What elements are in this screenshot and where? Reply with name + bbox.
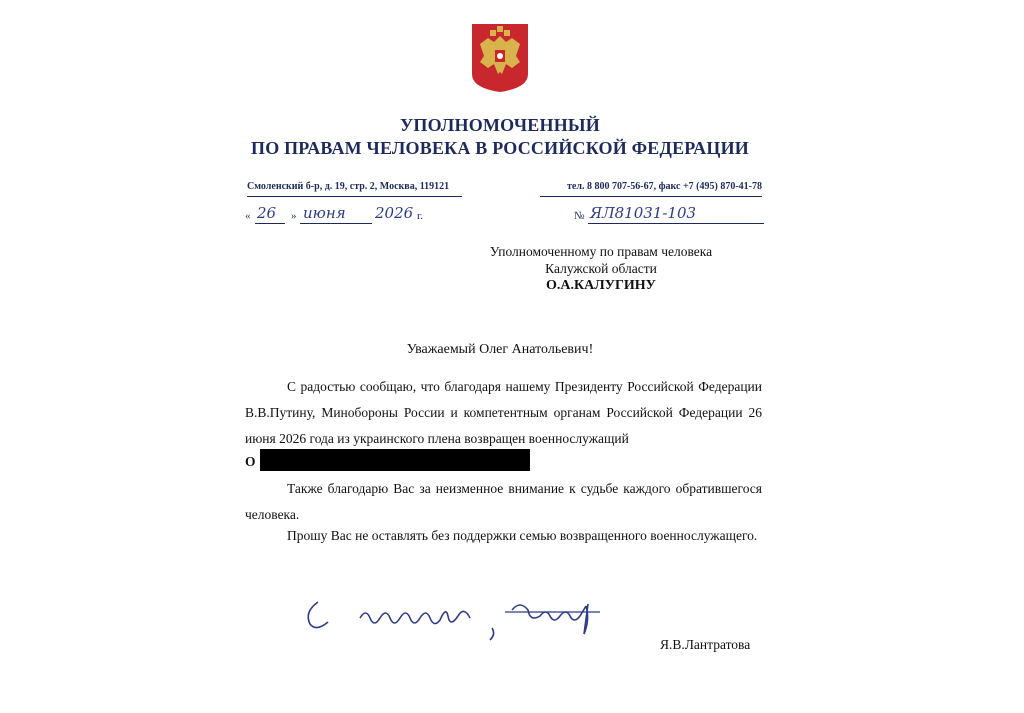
signatory-name: Я.В.Лантратова — [660, 637, 751, 652]
addressee-line1: Уполномоченному по правам человека — [489, 244, 713, 259]
number-underline — [588, 223, 764, 224]
number-value: ЯЛ81031-103 — [590, 204, 697, 222]
date-day: 26 — [257, 204, 277, 222]
handwritten-signature — [300, 588, 640, 648]
paragraph-3: Прошу Вас не оставлять без поддержки семью возвращенного военнослужащего. — [287, 528, 758, 543]
salutation: Уважаемый Олег Анатольевич! — [406, 342, 594, 357]
date-month-underline — [300, 223, 372, 224]
address-rule-left — [247, 196, 462, 197]
address-rule-right — [540, 196, 762, 197]
letter-date — [245, 204, 435, 228]
coat-of-arms-icon — [468, 22, 532, 94]
addressee-line2: Калужской области — [545, 261, 657, 276]
office-address: Смоленский б-р, д. 19, стр. 2, Москва, 119121 — [247, 181, 450, 192]
date-month: июня — [303, 204, 346, 222]
number-prefix: № — [574, 210, 585, 222]
paragraph-1-tail — [245, 449, 530, 473]
date-close-quote: » — [291, 210, 297, 222]
paragraph-1-tail-text: О — [245, 454, 256, 469]
date-year: 2026 — [375, 204, 414, 222]
paragraph-1 — [245, 374, 762, 452]
office-title-line2: ПО ПРАВАМ ЧЕЛОВЕКА В РОССИЙСКОЙ ФЕДЕРАЦИИ — [251, 138, 749, 158]
letter-number — [574, 204, 764, 228]
paragraph-2: Также благодарю Вас за неизменное внимание к судьбе каждого обратившегося человека. — [245, 481, 762, 522]
office-phones: тел. 8 800 707-56-67, факс +7 (495) 870-41-78 — [566, 181, 762, 192]
date-open-quote: « — [245, 210, 251, 222]
office-title-line1: УПОЛНОМОЧЕННЫЙ — [400, 115, 600, 135]
paragraph-1-text: С радостью сообщаю, что благодаря нашему Президенту Российской Федерации В.В.Путину, Минобороны России и компетентным органам Российской Федерации 26 июня 2026 года из украинского плена возвращен военнослужащий — [245, 379, 762, 446]
date-day-underline — [255, 223, 285, 224]
date-year-suffix: г. — [417, 210, 424, 222]
addressee-block — [440, 243, 762, 294]
addressee-name: О.А.КАЛУГИНУ — [546, 278, 656, 293]
redaction-box — [260, 449, 530, 471]
